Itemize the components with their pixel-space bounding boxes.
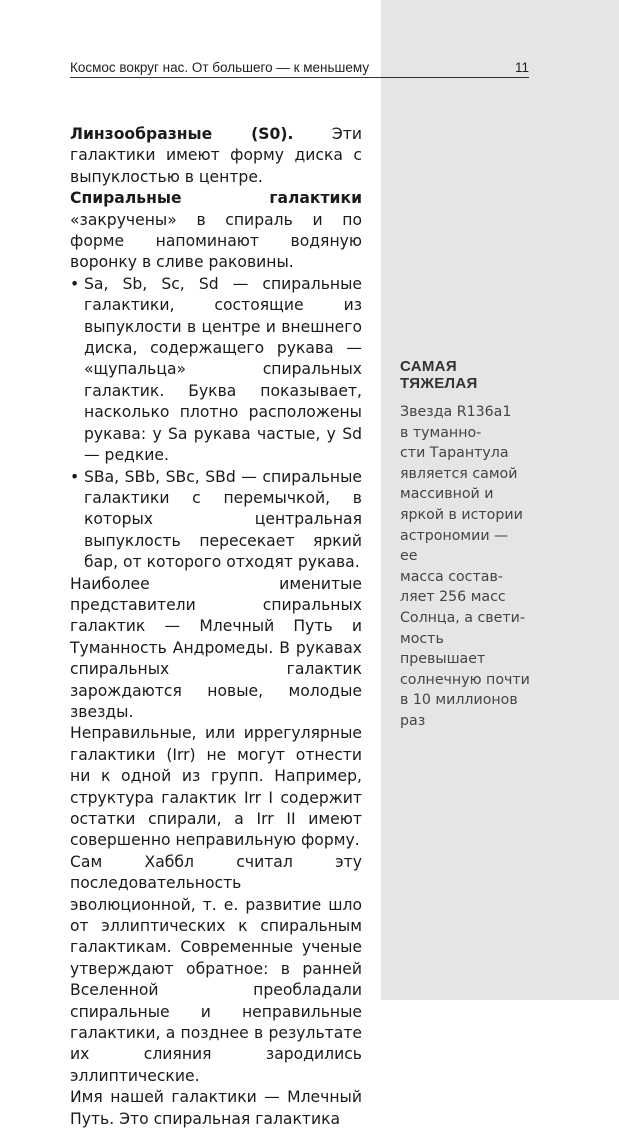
- bullet-item-sa-sd: [70, 274, 362, 467]
- page-number: 11: [514, 60, 529, 75]
- sidebar-line: является самой: [400, 465, 518, 482]
- sidebar-line: масса состав-: [400, 568, 503, 585]
- bullet-icon: •: [70, 467, 80, 486]
- sidebar-line: Звезда R136a1: [400, 404, 512, 420]
- bullet-icon: •: [70, 274, 80, 293]
- sidebar-line: сти Тарантула: [400, 445, 509, 462]
- term-spiral: Спиральные галактики: [70, 189, 362, 208]
- main-text: [70, 124, 362, 1130]
- sidebar-line: массивной и: [400, 486, 494, 503]
- paragraph-lenticular: [70, 124, 362, 188]
- bullet-text: SBa, SBb, SBc, SBd — спиральные галактики с перемычкой, в которых центральная выпуклость пересекает яркий бар, от которого отходят рукава.: [84, 467, 362, 572]
- paragraph-irregular: Неправильные, или иррегулярные галактики (Irr) не могут отнести ни к одной из групп. Например, структура галактик Irr I содержит остатки спирали, а Irr II имеют совершенно неправильную форму.: [70, 724, 362, 850]
- header-rule: [70, 77, 529, 78]
- paragraph-spiral-text: «закручены» в спираль и по форме напоминают водяную воронку в сливе раковины.: [70, 210, 362, 272]
- sidebar-line: в туманно-: [400, 424, 482, 441]
- paragraph-lenticular-text: Эти галактики имеют форму диска с выпуклостью в центре.: [70, 125, 362, 186]
- sidebar-line: в 10 миллионов: [400, 692, 518, 709]
- sidebar-line: Солнца, а свети-: [400, 609, 525, 626]
- bullet-item-sba-sbd: [70, 467, 362, 574]
- paragraph-spiral: [70, 188, 362, 274]
- paragraph-milky-way: Имя нашей галактики — Млечный Путь. Это спиральная галактика: [70, 1088, 362, 1128]
- sidebar-note: [400, 358, 530, 732]
- running-header: [70, 60, 529, 80]
- term-lenticular: Линзообразные (S0).: [70, 125, 294, 143]
- sidebar-line: яркой в истории: [400, 506, 523, 523]
- sidebar-title: САМАЯ ТЯЖЕЛАЯ: [400, 358, 478, 392]
- bullet-text: Sa, Sb, Sc, Sd — спиральные галактики, состоящие из выпуклости в центре и внешнего диска, содержащего рукава — «щупальца» спиральных галактик. Буква показывает, насколько плотно расположены рукава: у Sa рукава частые, у Sd — редкие.: [84, 274, 362, 465]
- sidebar-line: солнечную почти: [400, 671, 530, 688]
- running-title: Космос вокруг нас. От большего — к меньшему: [70, 60, 370, 75]
- sidebar-text: [400, 402, 530, 732]
- sidebar-line: раз: [400, 712, 426, 729]
- paragraph-examples: Наиболее именитые представители спиральных галактик — Млечный Путь и Туманность Андромеды. В рукавах спиральных галактик зарождаются новые, молодые звезды.: [70, 574, 362, 721]
- sidebar-line: астрономии — ее: [400, 527, 509, 565]
- sidebar-line: мость превышает: [400, 630, 486, 668]
- paragraph-hubble: Сам Хаббл считал эту последовательность эволюционной, т. е. развитие шло от эллиптических к спиральным галактикам. Современные ученые утверждают обратное: в ранней Вселенной преобладали спиральные и неправильные галактики, а позднее в результате их слияния зародились эллиптические.: [70, 852, 362, 1085]
- sidebar-line: ляет 256 масс: [400, 589, 506, 606]
